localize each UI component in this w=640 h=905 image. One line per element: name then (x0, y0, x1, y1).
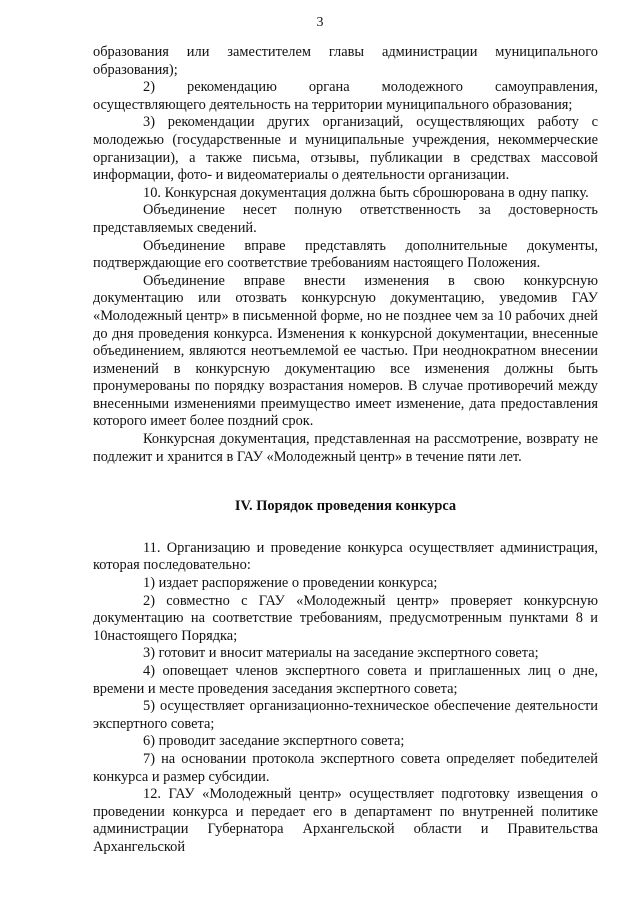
paragraph-changes: Объединение вправе внести изменения в свою конкурсную документацию или отозвать конкурсную документацию, уведомив ГАУ «Молодежный центр» в письменной форме, но не позднее чем за 10 рабочих дней до дня проведения конкурса. Изменения к конкурсной документации, внесенные объединением, являются неотъемлемой ее частью. При неоднократном внесении изменений в конкурсную документацию все изменения должны быть пронумерованы по порядку возрастания номеров. В случае противоречий между внесенными изменениями преимущество имеет изменение, дата предоставления которого имеет более поздний срок. (93, 272, 598, 430)
paragraph-item-12: 12. ГАУ «Молодежный центр» осуществляет подготовку извещения о проведении конкурса и передает его в департамент по внутренней политике администрации Губернатора Архангельской области и Правительства Архангельской (93, 786, 598, 855)
list-item-6: 6) проводит заседание экспертного совета; (143, 733, 405, 750)
list-item-5: 5) осуществляет организационно-техническое обеспечение деятельности экспертного совета; (93, 698, 598, 732)
list-item-2: 2) совместно с ГАУ «Молодежный центр» проверяет конкурсную документацию на соответствие требованиям, предусмотренным пунктами 8 и 10настоящего Порядка; (93, 592, 598, 644)
list-item-3: 3) готовит и вносит материалы на заседание экспертного совета; (143, 645, 539, 662)
list-item-7: 7) на основании протокола экспертного совета определяет победителей конкурса и размер субсидии. (93, 750, 598, 785)
page-content (93, 44, 598, 857)
paragraph-additional-documents: Объединение вправе представлять дополнительные документы, подтверждающие его соответствие требованиям настоящего Положения. (93, 237, 598, 272)
list-item-4: 4) оповещает членов экспертного совета и приглашенных лиц о дне, времени и месте проведения заседания экспертного совета; (93, 663, 598, 697)
page-number: 3 (316, 15, 324, 30)
list-item-1: 1) издает распоряжение о проведении конкурса; (143, 575, 438, 592)
list-item-3-recommendations-other-orgs: 3) рекомендации других организаций, осуществляющих работу с молодежью (государственные и муниципальные учреждения, некоммерческие организации), а также письма, отзывы, публикации в средствах массовой информации, фото- и видеоматериалы о деятельности организации. (93, 114, 598, 184)
paragraph-continuation: образования или заместителем главы администрации муниципального образования); (93, 44, 598, 78)
paragraph-item-11: 11. Организацию и проведение конкурса осуществляет администрация, которая последовательно: (93, 539, 598, 574)
section-heading: IV. Порядок проведения конкурса (234, 498, 457, 515)
paragraph-responsibility: Объединение несет полную ответственность за достоверность представляемых сведений. (93, 202, 598, 236)
paragraph-storage: Конкурсная документация, представленная на рассмотрение, возврату не подлежит и хранится в ГАУ «Молодежный центр» в течение пяти лет. (93, 431, 598, 465)
list-item-2-recommendation-self-government: 2) рекомендацию органа молодежного самоуправления, осуществляющего деятельность на территории муниципального образования; (93, 79, 598, 113)
paragraph-item-10: 10. Конкурсная документация должна быть сброшюрована в одну папку. (143, 184, 589, 201)
